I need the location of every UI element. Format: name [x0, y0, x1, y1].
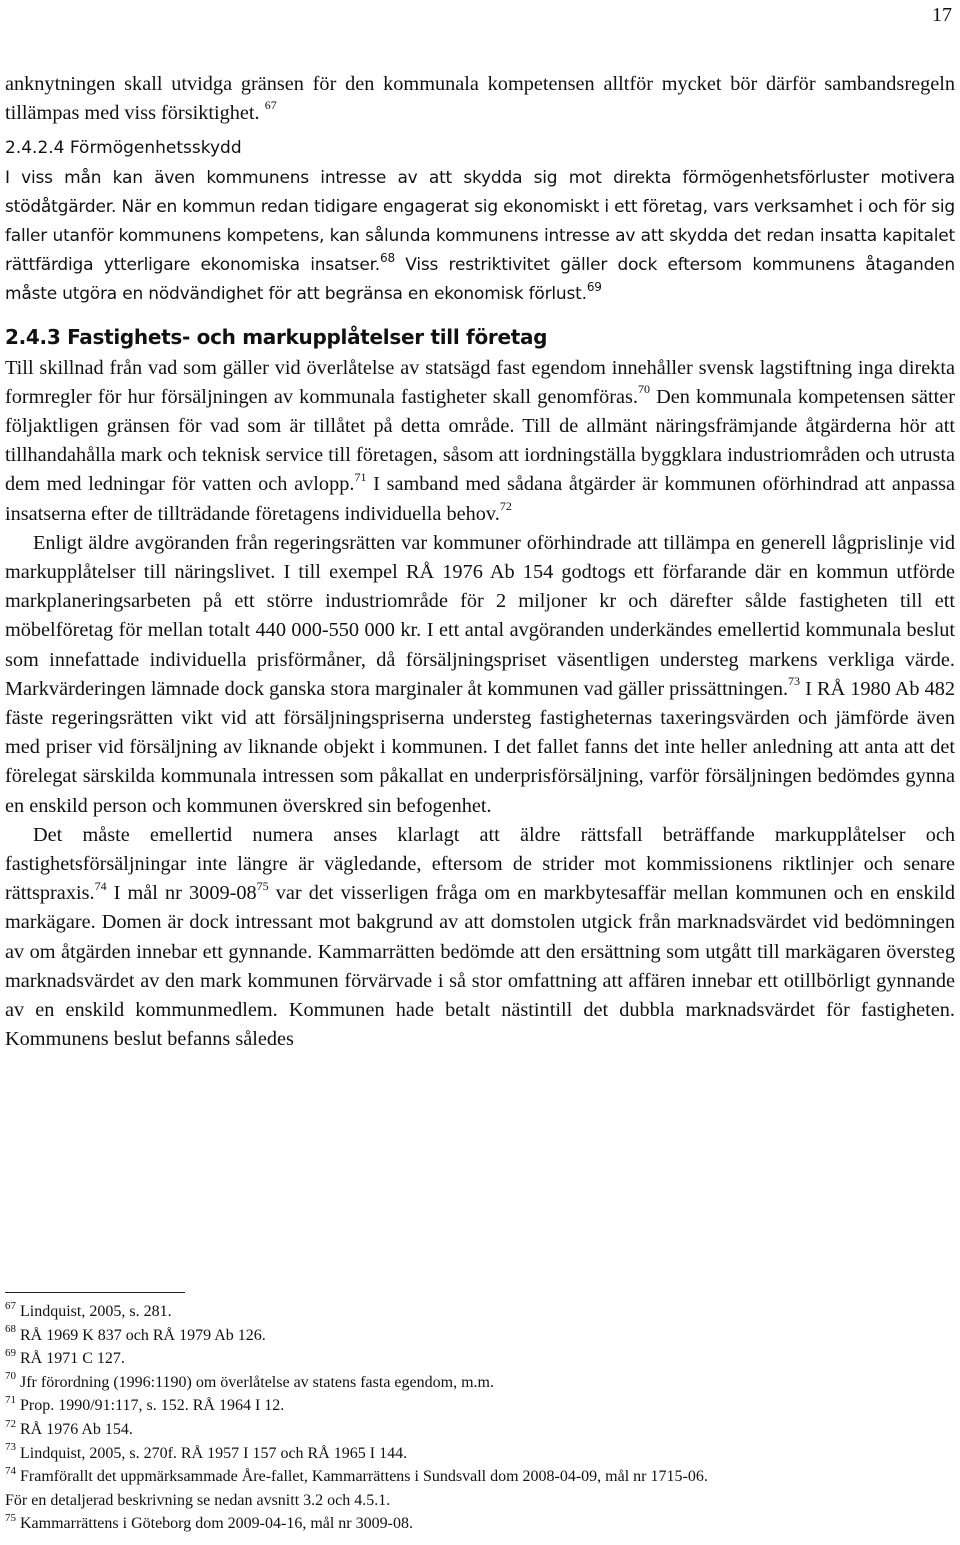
footnote-text: Kammarrättens i Göteborg dom 2009-04-16, mål nr 3009-08. — [20, 1515, 413, 1533]
footnote-item — [5, 1371, 955, 1395]
footnote-number: 74 — [5, 1464, 16, 1477]
paragraph-asset-protection — [5, 164, 955, 310]
footnote-item — [5, 1347, 955, 1371]
paragraph-text: Enligt äldre avgöranden från regeringsrätten var kommuner oförhindrade att tillämpa en generell lågprislinje vid markupplåtelser till näringslivet. I till exempel RÅ 1976 Ab 154 godtogs ett förfarande där en kommun utförde markplaneringsarbeten på ett större industriområde för 2 miljoner kr och därefter sålde fastigheten till ett möbelföretag för mellan totalt 440 000-550 000 kr. I ett antal avgöranden underkändes emellertid kommunala beslut som innefattade individuella prisförmåner, då försäljningspriset väsentligen understeg markens verkliga värde. Markvärderingen lämnade dock ganska stora marginaler åt kommunen vad gäller prissättningen. — [5, 531, 955, 700]
footnote-number: 67 — [5, 1299, 16, 1312]
footnote-text: Lindquist, 2005, s. 270f. RÅ 1957 I 157 och RÅ 1965 I 144. — [20, 1444, 408, 1462]
paragraph-text: Den kommunala kompetensen sätter följaktligen gränsen för vad som är tillåtet på detta område. Till de allmänt näringsfrämjande åtgärderna hör att tillhandahålla mark och teknisk service till företagen, såsom att iordningställa byggklara industriområden och utrusta dem med ledningar för vatten och avlopp. — [5, 385, 955, 496]
footnote-ref[interactable]: 69 — [586, 279, 602, 294]
paragraph-older-rulings — [5, 529, 955, 821]
footnote-number: 68 — [5, 1323, 16, 1336]
footnote-text: RÅ 1976 Ab 154. — [20, 1420, 133, 1438]
footnote-ref[interactable]: 74 — [94, 878, 107, 893]
footnote-ref[interactable]: 71 — [354, 469, 367, 484]
page-number: 17 — [932, 4, 952, 26]
footnote-divider — [5, 1292, 185, 1293]
paragraph-property — [5, 354, 955, 529]
paragraph-text: var det visserligen fråga om en markbytesaffär mellan kommunen och en enskild markägare. Domen är dock intressant mot bakgrund av att domstolen utgick från marknadsvärdet vid bedömningen av om åtgärden innebar ett gynnande. Kammarrätten bedömde att den ersättning som utgått till markägaren översteg marknadsvärdet av den mark kommunen förvärvade i så stor omfattning att affären innebar ett otillbörligt gynnande av en enskild kommunmedlem. Kommunen hade betalt nästintill det dubbla marknadsvärdet för fastigheten. Kommunens beslut befanns således — [5, 882, 955, 1051]
section-heading: 2.4.3 Fastighets- och markupplåtelser till företag — [5, 324, 548, 349]
paragraph-text: anknytningen skall utvidga gränsen för den kommunala kompetensen alltför mycket bör därför sambandsregeln tillämpas med viss försiktighet. — [5, 73, 955, 125]
footnotes — [5, 1300, 955, 1536]
paragraph-current-practice — [5, 821, 955, 1055]
paragraph-text: Det måste emellertid numera anses klarlagt att äldre rättsfall beträffande markupplåtelser och fastighetsförsäljningar inte längre är vägledande, eftersom de strider mot kommissionens riktlinjer och senare rättspraxis. — [5, 823, 955, 905]
footnote-item — [5, 1418, 955, 1442]
paragraph-text: I viss mån kan även kommunens intresse av att skydda sig mot direkta förmögenhetsförluster motivera stödåtgärder. När en kommun redan tidigare engagerat sig ekonomiskt i ett företag, vars verksamhet i och för sig faller utanför kommunens kompetens, kan sålunda kommunens intresse av att skydda det redan insatta kapitalet rättfärdiga ytterligare ekonomiska insatser. — [5, 167, 955, 276]
footnote-item — [5, 1324, 955, 1348]
footnote-item — [5, 1442, 955, 1466]
footnote-continuation: För en detaljerad beskrivning se nedan avsnitt 3.2 och 4.5.1. — [5, 1491, 391, 1509]
footnote-ref[interactable]: 70 — [638, 382, 651, 397]
footnote-ref[interactable]: 72 — [499, 498, 512, 513]
paragraph-text: I mål nr 3009-08 — [106, 882, 257, 905]
footnote-text: Framförallt det uppmärksammade Åre-fallet, Kammarrättens i Sundsvall dom 2008-04-09, mål nr 1715-06. — [20, 1468, 708, 1486]
footnote-number: 70 — [5, 1370, 16, 1383]
footnote-text: RÅ 1969 K 837 och RÅ 1979 Ab 126. — [20, 1326, 266, 1344]
footnote-ref[interactable]: 75 — [256, 878, 269, 893]
footnote-text: Lindquist, 2005, s. 281. — [20, 1303, 172, 1320]
paragraph-text: Viss restriktivitet gäller dock eftersom kommunens åtaganden måste utgöra en nödvändighet för att begränsa en ekonomisk förlust. — [5, 255, 955, 305]
footnote-text: Prop. 1990/91:117, s. 152. RÅ 1964 I 12. — [20, 1397, 285, 1415]
paragraph-text: Till skillnad från vad som gäller vid överlåtelse av statsägd fast egendom innehåller svensk lagstiftning inga direkta formregler för hur försäljningen av kommunala fastigheter skall genomföras. — [5, 356, 955, 408]
footnote-ref[interactable]: 73 — [788, 674, 801, 689]
footnote-ref[interactable]: 68 — [380, 250, 395, 265]
footnote-number: 69 — [5, 1346, 16, 1359]
paragraph-intro — [5, 70, 955, 128]
footnote-item — [5, 1394, 955, 1418]
footnote-item — [5, 1465, 955, 1489]
paragraph-text: I samband med sådana åtgärder är kommunen oförhindrad att anpassa insatserna efter de tillträdande företagens individuella behov. — [5, 473, 955, 525]
footnote-ref[interactable]: 67 — [264, 98, 277, 113]
footnote-item — [5, 1300, 955, 1324]
footnote-text: Jfr förordning (1996:1190) om överlåtelse av statens fasta egendom, m.m. — [20, 1373, 494, 1391]
footnote-number: 71 — [5, 1394, 16, 1407]
footnote-number: 75 — [5, 1512, 16, 1525]
paragraph-text: I RÅ 1980 Ab 482 fäste regeringsrätten vikt vid att försäljningspriserna understeg fastigheternas taxeringsvärden och jämförde även med priser vid försäljning av liknande objekt i kommunen. I det fallet fanns det inte heller anledning att anta att det förelegat särskilda kommunala intressen som påkallat en underprisförsäljning, varför försäljningen bedömdes gynna en enskild person och kommunen överskred sin befogenhet. — [5, 677, 955, 817]
footnote-item — [5, 1512, 955, 1536]
subsection-heading: 2.4.2.4 Förmögenhetsskydd — [5, 138, 242, 159]
footnote-number: 72 — [5, 1417, 16, 1430]
page-body — [5, 70, 955, 1055]
footnote-number: 73 — [5, 1441, 16, 1454]
footnote-text: RÅ 1971 C 127. — [20, 1350, 125, 1368]
